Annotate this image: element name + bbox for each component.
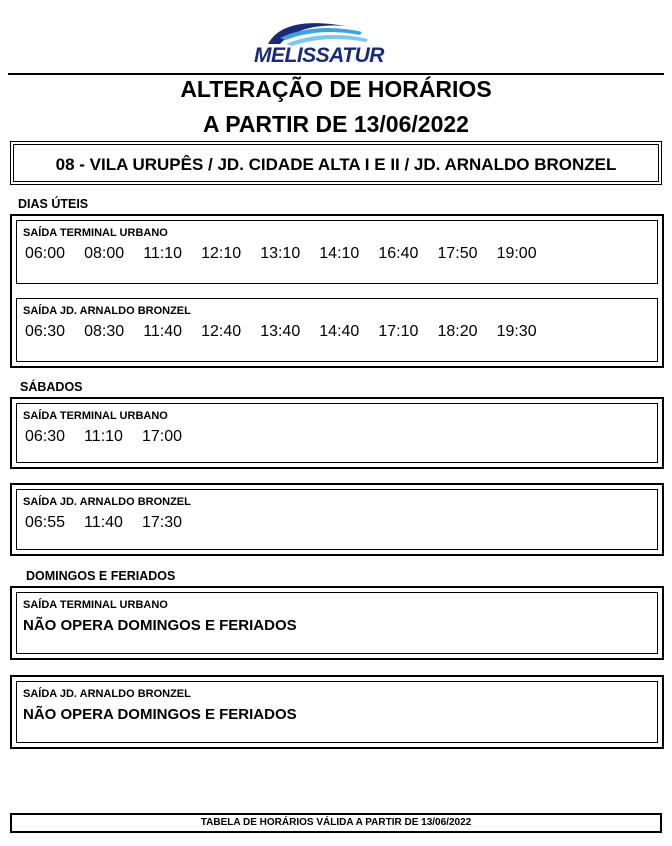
departure-label: SAÍDA TERMINAL URBANO [23, 410, 168, 422]
saturdays-terminal-table [10, 397, 664, 469]
sundays-terminal-table [10, 586, 664, 660]
logo-wordmark: MELISSATUR [254, 44, 384, 67]
time-cell: 17:50 [437, 245, 478, 262]
route-name: 08 - VILA URUPÊS / JD. CIDADE ALTA I E II / JD. ARNALDO BRONZEL [55, 155, 617, 174]
time-cell: 11:10 [143, 245, 183, 262]
times-row [25, 323, 551, 341]
page-subtitle: A PARTIR DE 13/06/2022 [203, 111, 469, 137]
saturdays-bronzel-box [16, 489, 658, 550]
no-service-note: NÃO OPERA DOMINGOS E FERIADOS [23, 706, 297, 723]
route-box [10, 141, 662, 185]
sundays-terminal-box [16, 592, 658, 654]
times-row [25, 245, 551, 263]
weekdays-table [10, 214, 664, 368]
times-row [25, 428, 197, 446]
departure-label: SAÍDA TERMINAL URBANO [23, 227, 168, 239]
time-cell: 19:30 [496, 323, 537, 340]
time-cell: 12:10 [201, 245, 242, 262]
time-cell: 08:00 [84, 245, 125, 262]
time-cell: 08:30 [84, 323, 125, 340]
sundays-bronzel-box [16, 681, 658, 743]
time-cell: 11:40 [84, 514, 123, 531]
time-cell: 17:00 [142, 428, 183, 445]
departure-label: SAÍDA JD. ARNALDO BRONZEL [23, 496, 191, 508]
departure-label: SAÍDA TERMINAL URBANO [23, 599, 168, 611]
time-cell: 17:30 [142, 514, 183, 531]
section-label-sundays: DOMINGOS E FERIADOS [26, 569, 176, 583]
time-cell: 12:40 [201, 323, 242, 340]
times-row [25, 514, 197, 532]
footer-box [10, 813, 662, 833]
time-cell: 16:40 [378, 245, 419, 262]
footer-note: TABELA DE HORÁRIOS VÁLIDA A PARTIR DE 13/06/2022 [200, 817, 472, 828]
sundays-bronzel-table [10, 675, 664, 749]
weekdays-bronzel-box [16, 298, 658, 362]
page-title: ALTERAÇÃO DE HORÁRIOS [180, 76, 492, 102]
time-cell: 14:40 [319, 323, 360, 340]
time-cell: 14:10 [319, 245, 360, 262]
time-cell: 11:40 [143, 323, 183, 340]
time-cell: 17:10 [378, 323, 419, 340]
time-cell: 11:10 [84, 428, 123, 445]
time-cell: 06:30 [25, 428, 66, 445]
section-label-saturdays: SÁBADOS [20, 380, 83, 394]
time-cell: 06:00 [25, 245, 66, 262]
weekdays-terminal-box [16, 220, 658, 284]
time-cell: 13:10 [260, 245, 301, 262]
departure-label: SAÍDA JD. ARNALDO BRONZEL [23, 305, 191, 317]
time-cell: 19:00 [496, 245, 537, 262]
time-cell: 13:40 [260, 323, 301, 340]
time-cell: 06:30 [25, 323, 66, 340]
header-rule [8, 73, 664, 75]
section-label-weekdays: DIAS ÚTEIS [18, 197, 89, 211]
time-cell: 18:20 [437, 323, 478, 340]
melissatur-logo [250, 18, 390, 70]
time-cell: 06:55 [25, 514, 66, 531]
no-service-note: NÃO OPERA DOMINGOS E FERIADOS [23, 617, 297, 634]
saturdays-bronzel-table [10, 483, 664, 556]
departure-label: SAÍDA JD. ARNALDO BRONZEL [23, 688, 191, 700]
saturdays-terminal-box [16, 403, 658, 463]
